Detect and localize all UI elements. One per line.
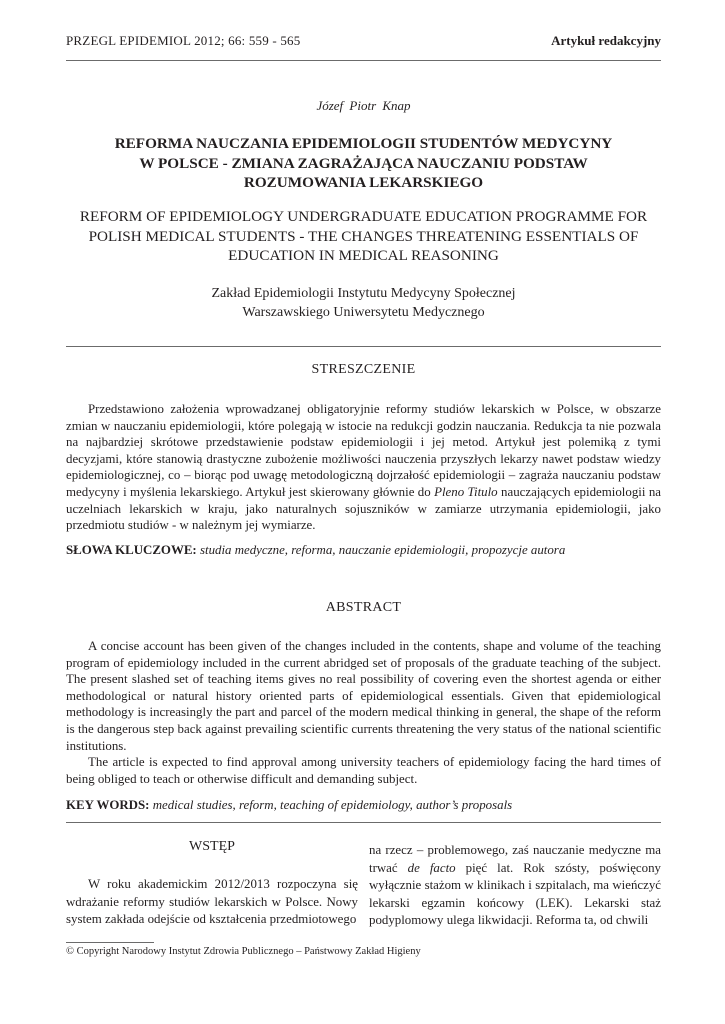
wstep-right-text-end: pięć lat. Rok szósty, poświęcony wyłącznie stażom w klinikach i szpitalach, ma wieńczyć lekarski egzamin końcowy (LEK). Lekarski staż podyplomowy ulega likwidacji. Reforma ta, od chwili (369, 860, 661, 927)
wstep-right-column (369, 842, 661, 930)
title-english-line: REFORM OF EPIDEMIOLOGY UNDERGRADUATE EDUCATION PROGRAMME FOR (79, 208, 648, 225)
keywords-english-value: medical studies, reform, teaching of epidemiology, author’s proposals (152, 798, 513, 812)
keywords-english-label: KEY WORDS: (66, 798, 150, 812)
title-polish-line: REFORMA NAUCZANIA EPIDEMIOLOGII STUDENTÓW MEDYCYNY (114, 135, 613, 152)
wstep-left-column (66, 876, 358, 929)
author: Józef Piotr Knap (316, 98, 411, 113)
body-rule (66, 822, 661, 823)
title-polish-line: ROZUMOWANIA LEKARSKIEGO (243, 174, 484, 191)
wstep-right-italic: de facto (407, 860, 456, 875)
abstract-body (66, 638, 661, 787)
abstract-paragraph-1: A concise account has been given of the changes included in the contents, shape and volume of the teaching program of epidemiology included in the current abridged set of proposals of the graduate teaching of the subject. The present slashed set of teaching items gives no real possibility of covering even the shortest agenda or either methodological or natural history oriented parts of epidemiological essentials. Given that epidemiological methodology is increasingly the part and parcel of the modern medical thinking in general, the shape of the reform is the dangerous step back against prevailing scientific currents threatening the very status of the national scientific institutions. (66, 639, 661, 753)
abstract-heading: ABSTRACT (325, 600, 402, 615)
keywords-polish-value: studia medyczne, reforma, nauczanie epidemiologii, propozycje autora (199, 543, 566, 557)
wstep-heading: WSTĘP (189, 839, 235, 854)
keywords-polish-label: SŁOWA KLUCZOWE: (66, 543, 197, 557)
journal-citation: PRZEGL EPIDEMIOL 2012; 66: 559 - 565 (66, 33, 301, 48)
streszczenie-heading: STRESZCZENIE (311, 362, 416, 377)
title-english (66, 207, 661, 266)
streszczenie-italic: Pleno Titulo (434, 484, 498, 499)
title-polish (66, 134, 661, 193)
footnote-rule (66, 942, 154, 943)
streszczenie-text: Przedstawiono założenia wprowadzanej obligatoryjnie reformy studiów lekarskich w Polsce, w obszarze zmian w nauczaniu epidemiologii, które polegają w istocie na redukcji godzin nauczania. Redukcja ta nie pozwala na najbardziej skrótowe przedstawienie podstaw epidemiologii i jej metod. Artykuł jest polemiką z tymi decyzjami, które stanowią drastyczne zubożenie możliwości nauczenia przyszłych lekarzy nawet podstaw wiedzy epidemiologicznej, co – biorąc pod uwagę metodologiczną dojrzałość epidemiologii – zagraża nauczaniu podstaw medycyny i myślenia lekarskiego. Artykuł jest skierowany głównie do (66, 402, 661, 499)
abstract-paragraph-2: The article is expected to find approval among university teachers of epidemiology facing the hard times of being obliged to teach or otherwise difficult and demanding subject. (66, 755, 661, 786)
title-polish-line: W POLSCE - ZMIANA ZAGRAŻAJĄCA NAUCZANIU PODSTAW (139, 154, 588, 172)
wstep-right-text: na rzecz – problemowego, zaś nauczanie medyczne ma trwać (369, 843, 661, 875)
streszczenie-body (66, 401, 661, 534)
affiliation-line: Warszawskiego Uniwersytetu Medycznego (242, 305, 485, 320)
keywords-polish (66, 543, 661, 558)
wstep-left-text: W roku akademickim 2012/2013 rozpoczyna się wdrażanie reformy studiów lekarskich w Polsce. Nowy system zakłada odejście od kształcenia przedmiotowego (66, 877, 358, 926)
copyright-footnote: © Copyright Narodowy Instytut Zdrowia Publicznego – Państwowy Zakład Higieny (66, 946, 421, 957)
title-english-line: POLISH MEDICAL STUDENTS - THE CHANGES THREATENING ESSENTIALS OF (88, 227, 639, 245)
affiliation (66, 284, 661, 322)
header-rule (66, 60, 661, 61)
streszczenie-text-end: nauczających epidemiologii na uczelniach lekarskich w kraju, jako naturalnych sojuszników w zamiarze utrzymania epidemiologii, jako przedmiotu studiów - w należnym jej wymiarze. (66, 484, 661, 533)
keywords-english (66, 798, 661, 813)
article-type: Artykuł redakcyjny (551, 33, 661, 48)
section-rule (66, 346, 661, 347)
affiliation-line: Zakład Epidemiologii Instytutu Medycyny Społecznej (211, 286, 516, 301)
title-english-line: EDUCATION IN MEDICAL REASONING (228, 247, 499, 264)
